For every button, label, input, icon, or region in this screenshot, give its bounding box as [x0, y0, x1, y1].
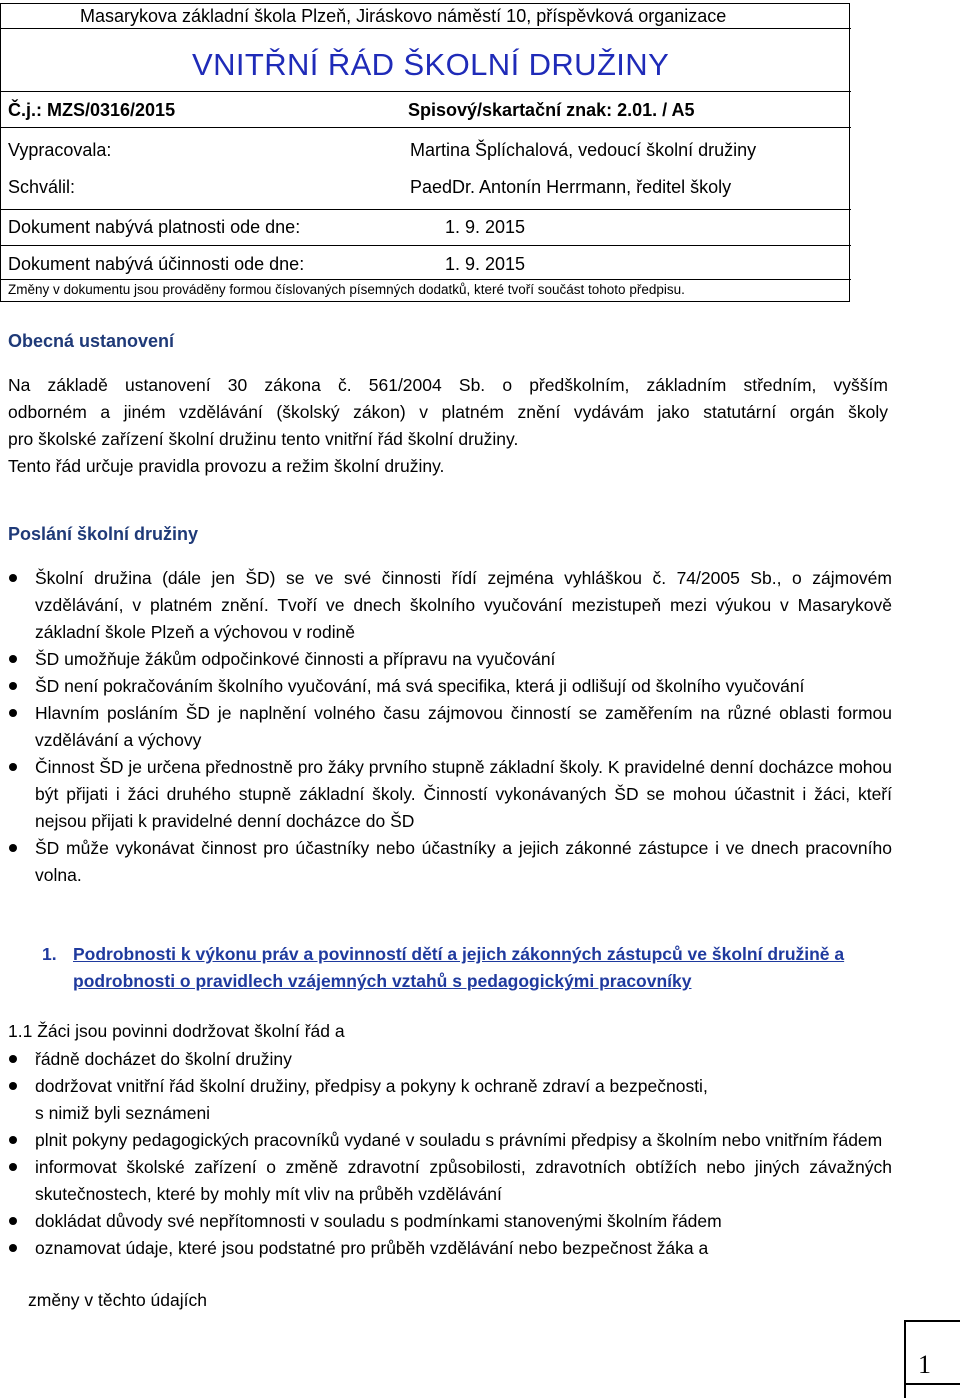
paragraph-line: odborném a jiném vzdělávání (školský zákon) v platném znění vydávám jako statutární orgán školy [8, 402, 888, 422]
list-item: dodržovat vnitřní řád školní družiny, předpisy a pokyny k ochraně zdraví a bezpečnosti, s nimiž byli seznámeni [0, 1073, 892, 1127]
divider [1, 209, 851, 210]
organization-name: Masarykova základní škola Plzeň, Jiráskovo náměstí 10, příspěvková organizace [80, 6, 727, 26]
approved-label: Schválil: [8, 177, 76, 197]
list-item-continuation: změny v těchto údajích [28, 1290, 207, 1310]
divider [904, 1383, 960, 1385]
paragraph-line: Tento řád určuje pravidla provozu a režim školní družiny. [8, 456, 445, 476]
divider [1, 28, 851, 29]
effect-label: Dokument nabývá účinnosti ode dne: [8, 254, 305, 274]
bullet-icon [9, 1082, 17, 1090]
list-item: ŠD není pokračováním školního vyučování, má svá specifika, která ji odlišují od školního vyučování [0, 673, 892, 700]
bullet-icon [9, 574, 17, 582]
divider [1, 279, 851, 280]
subsection-heading: 1.1 Žáci jsou povinni dodržovat školní řád a [8, 1021, 345, 1041]
bullet-icon [9, 1244, 17, 1252]
bullet-icon [9, 655, 17, 663]
document-title: VNITŘNÍ ŘÁD ŠKOLNÍ DRUŽINY [192, 47, 670, 82]
divider [1, 91, 851, 92]
list-item: oznamovat údaje, které jsou podstatné pro průběh vzdělávání nebo bezpečnost žáka a [0, 1235, 892, 1262]
list-item: Činnost ŠD je určena přednostně pro žáky prvního stupně základní školy. K pravidelné denní docházce mohou být přijati i žáci druhého stupně základní školy. Činností vykonávaných ŠD se mohou účastnit i žáci, kteří nejsou přijati k pravidelné denní docházce do ŠD [0, 754, 892, 835]
bullet-icon [9, 1163, 17, 1171]
section-heading-mission: Poslání školní družiny [8, 524, 199, 544]
divider [1, 127, 851, 128]
bullet-icon [9, 1055, 17, 1063]
paragraph-line: Na základě ustanovení 30 zákona č. 561/2004 Sb. o předškolním, základním středním, vyšším [8, 375, 888, 395]
mission-list [0, 565, 892, 889]
list-item: informovat školské zařízení o změně zdravotní způsobilosti, zdravotních obtížích nebo jiných závažných skutečnostech, které by mohly mít vliv na průběh vzdělávání [0, 1154, 892, 1208]
validity-date: 1. 9. 2015 [445, 217, 526, 237]
effect-date: 1. 9. 2015 [445, 254, 526, 274]
divider [1, 245, 851, 246]
list-item: ŠD umožňuje žákům odpočinkové činnosti a přípravu na vyučování [0, 646, 892, 673]
bullet-icon [9, 763, 17, 771]
list-item: ŠD může vykonávat činnost pro účastníky nebo účastníky a jejich zákonné zástupce i ve dnech pracovního volna. [0, 835, 892, 889]
bullet-icon [9, 844, 17, 852]
list-item: řádně docházet do školní družiny [0, 1046, 892, 1073]
list-item: Školní družina (dále jen ŠD) se ve své činnosti řídí zejména vyhláškou č. 74/2005 Sb., o zájmovém vzdělávání, v platném znění. Tvoří ve dnech školního vyučování mezistupeň mezi výukou v Masarykově základní škole Plzeň a výchovou v rodině [0, 565, 892, 646]
approved-value: PaedDr. Antonín Herrmann, ředitel školy [410, 177, 732, 197]
bullet-icon [9, 1217, 17, 1225]
general-paragraph [8, 372, 888, 480]
filing-code: Spisový/skartační znak: 2.01. / A5 [408, 100, 695, 120]
prepared-value: Martina Šplíchalová, vedoucí školní družiny [410, 140, 757, 160]
list-item: dokládat důvody své nepřítomnosti v souladu s podmínkami stanovenými školním řádem [0, 1208, 892, 1235]
list-item: plnit pokyny pedagogických pracovníků vydané v souladu s právními předpisy a školním nebo vnitřním řádem [0, 1127, 892, 1154]
duties-list [0, 1046, 892, 1262]
page-number-box [904, 1320, 960, 1398]
changes-note: Změny v dokumentu jsou prováděny formou číslovaných písemných dodatků, které tvoří součást tohoto předpisu. [8, 282, 685, 297]
list-item: Hlavním posláním ŠD je naplnění volného času zájmovou činností se zaměřením na různé oblasti formou vzdělávání a výchovy [0, 700, 892, 754]
section-title: Podrobnosti k výkonu práv a povinností dětí a jejich zákonných zástupců ve školní družině a podrobnosti o pravidlech vzájemných vztahů s pedagogickými pracovníky [73, 944, 845, 991]
section-number: 1. [42, 944, 57, 964]
bullet-icon [9, 682, 17, 690]
prepared-label: Vypracovala: [8, 140, 112, 160]
paragraph-line: pro školské zařízení školní družinu tento vnitřní řád školní družiny. [8, 429, 519, 449]
bullet-icon [9, 1136, 17, 1144]
validity-label: Dokument nabývá platnosti ode dne: [8, 217, 301, 237]
page-number: 1 [918, 1350, 931, 1379]
section-heading-general: Obecná ustanovení [8, 331, 175, 351]
bullet-icon [9, 709, 17, 717]
reference-number: Č.j.: MZS/0316/2015 [8, 100, 176, 120]
